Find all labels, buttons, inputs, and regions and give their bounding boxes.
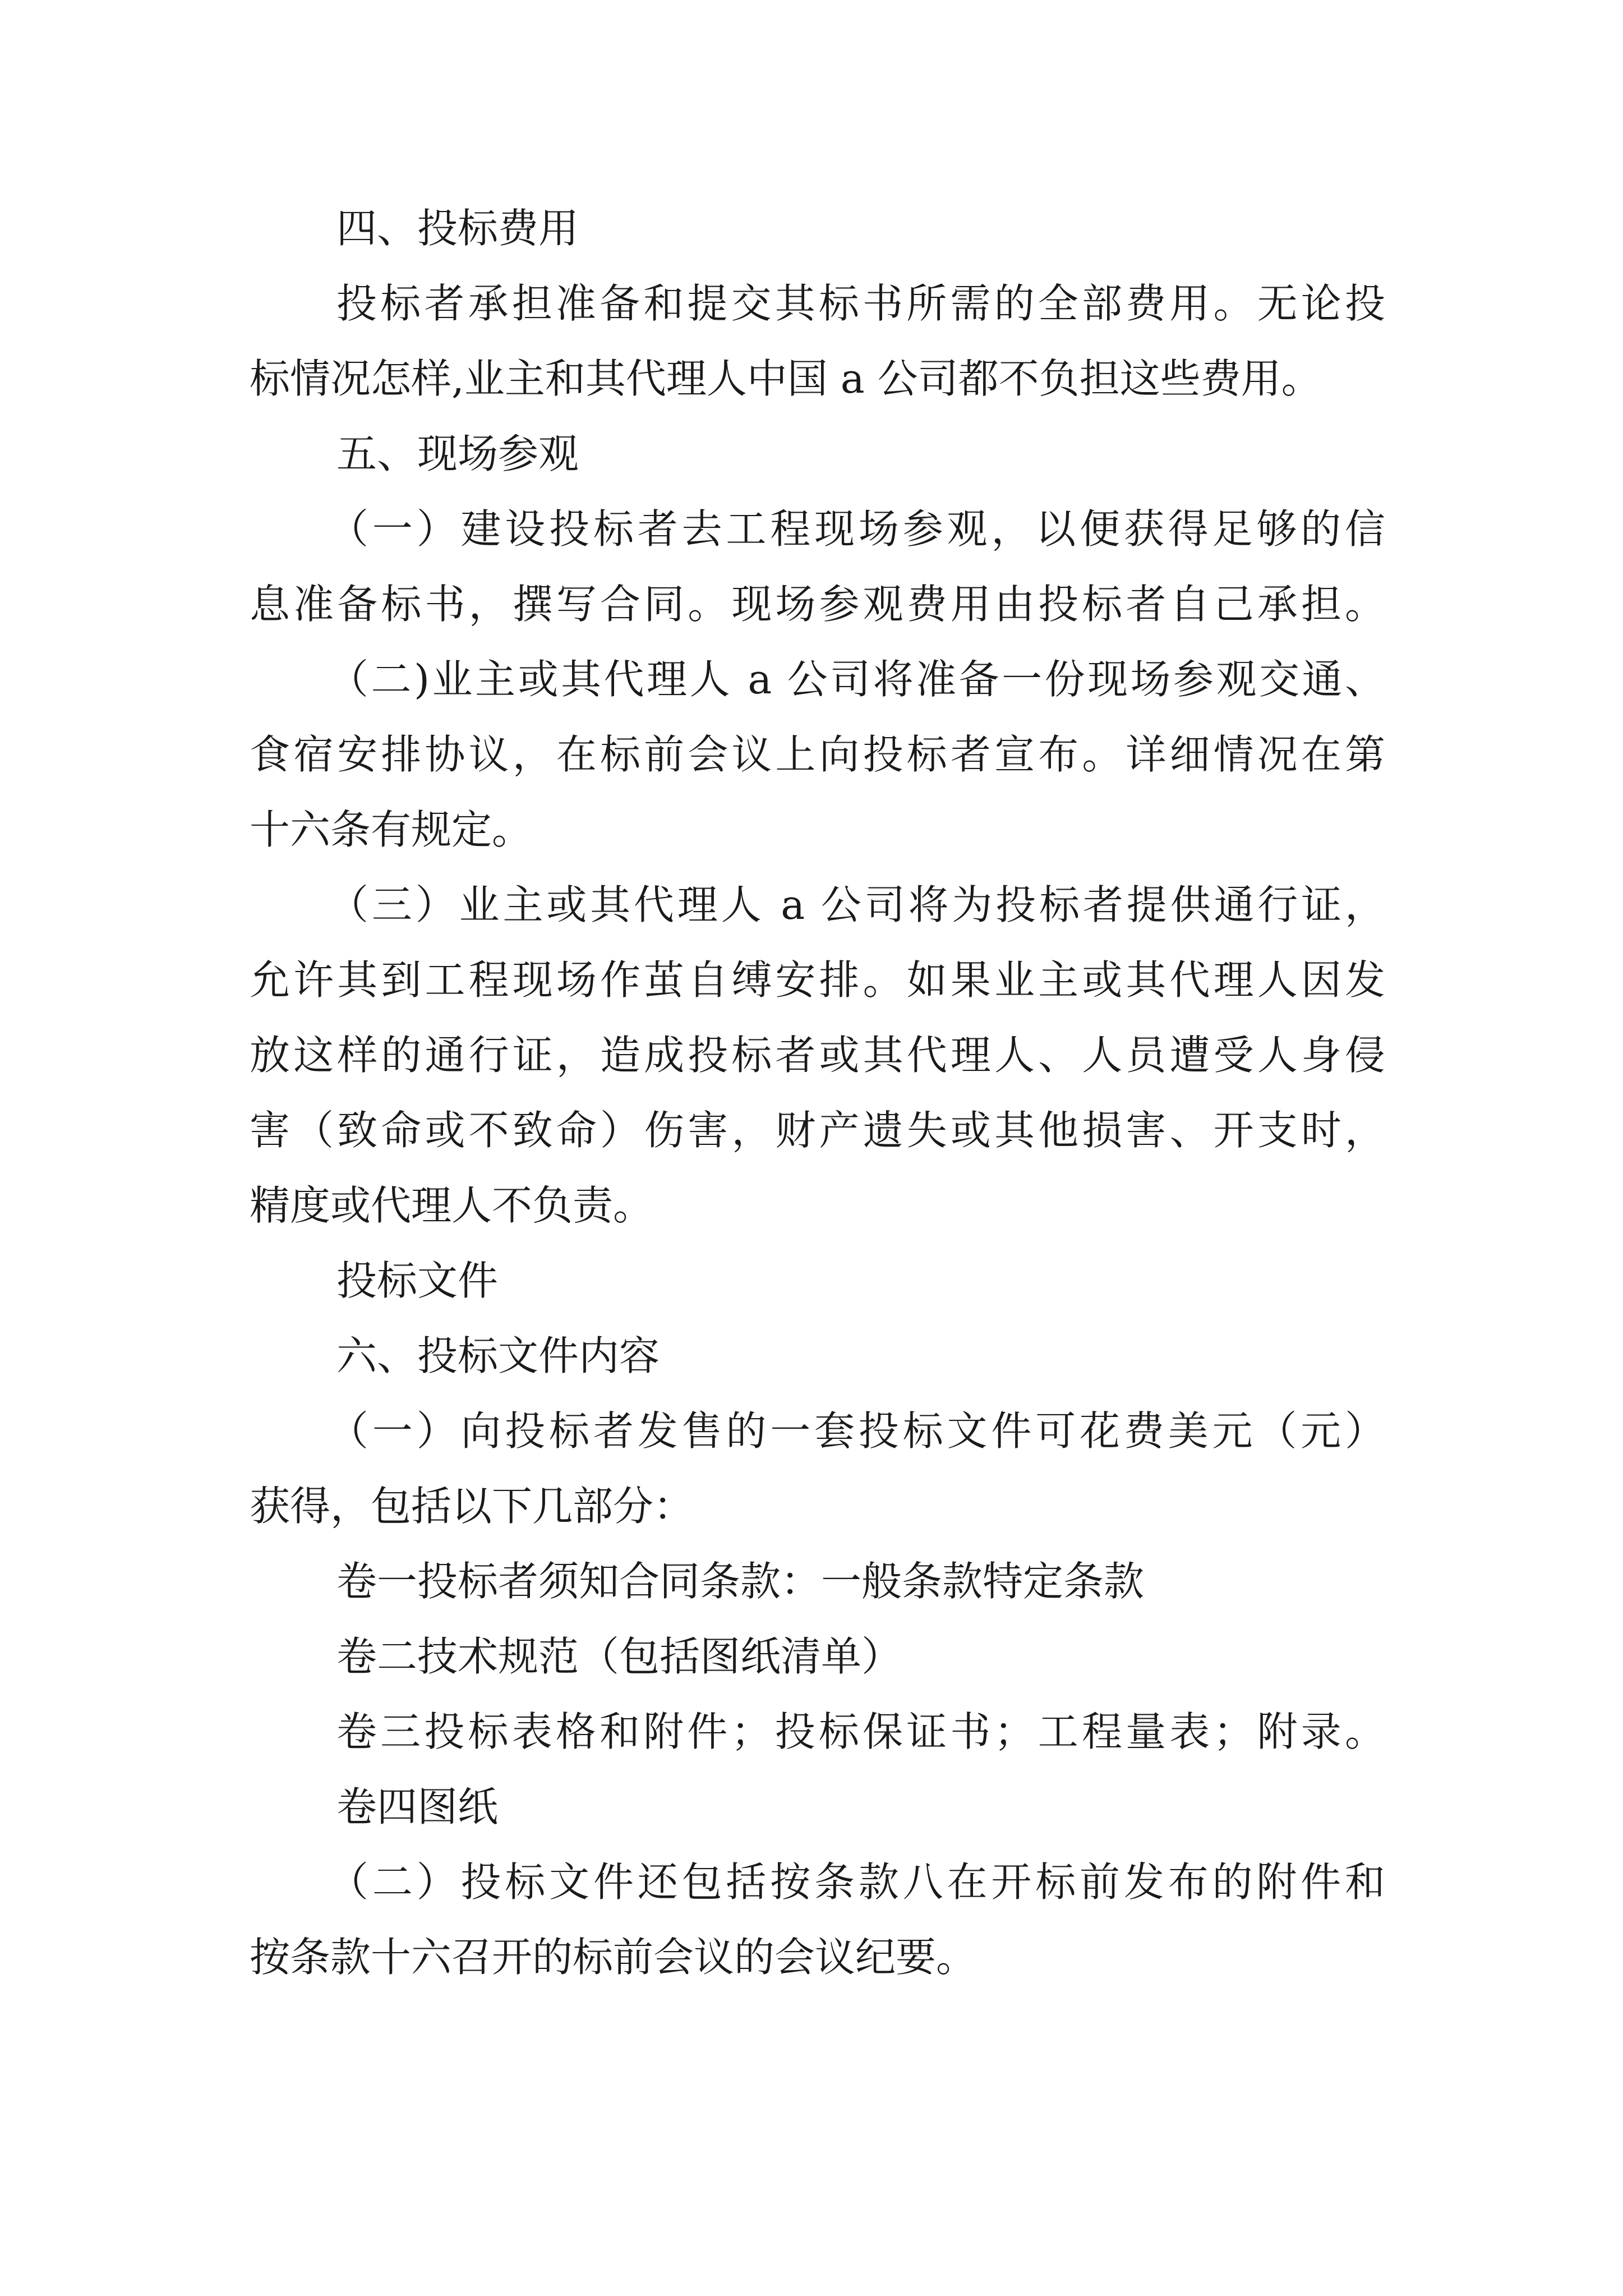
- paragraph-line: 按条款十六召开的标前会议的会议纪要。: [250, 1934, 977, 1981]
- section-heading-bid-documents: 投标文件: [336, 1257, 499, 1304]
- paragraph-line: 获得，包括以下几部分：: [250, 1483, 694, 1530]
- list-item-volume-2: 卷二技术规范（包括图纸清单）: [336, 1633, 902, 1680]
- paragraph-line: 息准备标书，撰写合同。现场参观费用由投标者自己承担。: [250, 581, 1385, 628]
- list-item-volume-4: 卷四图纸: [336, 1783, 499, 1830]
- paragraph-line: 标情况怎样,业主和其代理人中国 a 公司都不负担这些费用。: [250, 355, 1322, 402]
- paragraph-line: 食宿安排协议，在标前会议上向投标者宣布。详细情况在第: [250, 731, 1385, 778]
- paragraph-line: 十六条有规定。: [250, 806, 533, 853]
- paragraph-line: （一）建设投标者去工程现场参观，以便获得足够的信: [328, 505, 1385, 553]
- list-item-volume-3: 卷三投标表格和附件；投标保证书；工程量表；附录。: [336, 1708, 1385, 1755]
- section-heading-bid-costs: 四、投标费用: [336, 205, 579, 252]
- section-heading-site-visit: 五、现场参观: [336, 430, 579, 477]
- paragraph-line: 放这样的通行证，造成投标者或其代理人、人员遭受人身侵: [250, 1032, 1385, 1079]
- paragraph-line: 精度或代理人不负责。: [250, 1182, 654, 1229]
- section-heading-document-contents: 六、投标文件内容: [336, 1332, 660, 1379]
- paragraph-line: （二)业主或其代理人 a 公司将准备一份现场参观交通、: [328, 656, 1385, 703]
- list-item-volume-1: 卷一投标者须知合同条款：一般条款特定条款: [336, 1558, 1145, 1605]
- paragraph-line: （一）向投标者发售的一套投标文件可花费美元（元）: [328, 1407, 1385, 1455]
- paragraph-line: 投标者承担准备和提交其标书所需的全部费用。无论投: [336, 280, 1385, 327]
- paragraph-line: （二）投标文件还包括按条款八在开标前发布的附件和: [328, 1858, 1385, 1906]
- document-body: [250, 191, 1385, 1995]
- paragraph-line: 害（致命或不致命）伤害，财产遗失或其他损害、开支时，: [250, 1107, 1385, 1154]
- paragraph-line: （三）业主或其代理人 a 公司将为投标者提供通行证，: [328, 881, 1385, 928]
- paragraph-line: 允许其到工程现场作茧自缚安排。如果业主或其代理人因发: [250, 956, 1385, 1004]
